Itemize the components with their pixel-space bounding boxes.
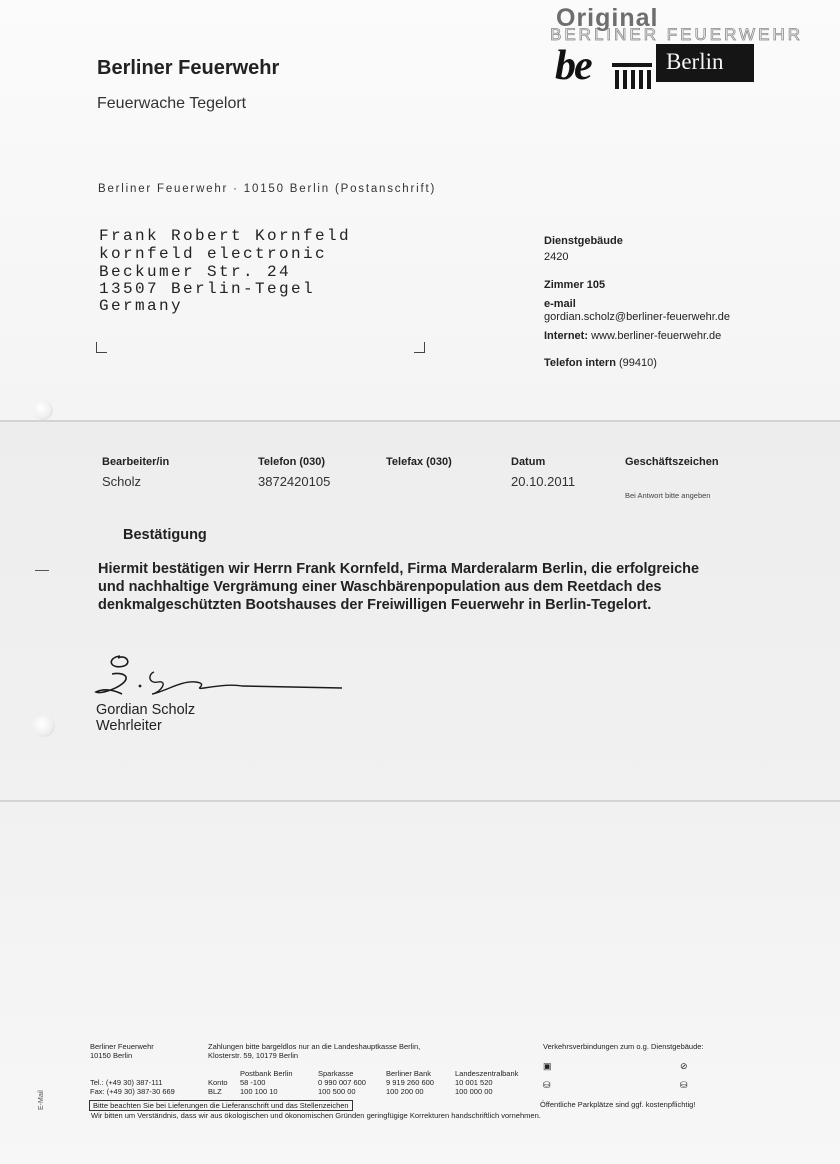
phone-label: Telefon (030) [258,456,326,468]
fold-mark [35,570,49,571]
footer-transport: Verkehrsverbindungen zum o.g. Dienstgebäude: [543,1042,704,1051]
bank-konto: 58 -100 [240,1078,266,1087]
punch-hole [33,715,55,737]
window-corner-mark [414,342,425,353]
footer-tel: Tel.: (+49 30) 387-111 [90,1078,163,1087]
handwritten-signature [92,650,352,710]
footer-org: Berliner Feuerwehr [90,1042,154,1051]
footer-payment: Zahlungen bitte bargeldlos nur an die Landeshauptkasse Berlin, [208,1042,421,1051]
berlin-logo-box [656,44,754,82]
bank-konto: 0 990 007 600 [318,1078,366,1087]
footer-payment-address: Klosterstr. 59, 10179 Berlin [208,1051,299,1060]
signer-name: Gordian Scholz [96,702,196,718]
email-value: gordian.scholz@berliner-feuerwehr.de [544,311,731,323]
phone-intern-label: Telefon intern [544,357,616,369]
bank-blz: 100 000 00 [455,1087,493,1096]
internet-value: www.berliner-feuerwehr.de [591,330,722,342]
clerk-value: Scholz [102,474,142,489]
recipient-line: Frank Robert Kornfeld [99,227,352,245]
building-label: Dienstgebäude [544,235,623,247]
recipient-line: Germany [99,297,184,315]
footer-city: 10150 Berlin [90,1051,133,1060]
berlin-logo-text: Berlin [666,49,724,74]
internet-label: Internet: [544,330,588,342]
subject-heading: Bestätigung [123,527,207,543]
signer-title: Wehrleiter [96,718,162,734]
bank-blz: 100 200 00 [386,1087,424,1096]
station-name: Feuerwache Tegelort [97,95,247,112]
be-logo: be [555,43,591,89]
clerk-label: Bearbeiter/in [102,456,170,468]
body-line: Hiermit bestätigen wir Herrn Frank Kornfeld, Firma Marderalarm Berlin, die erfolgreiche [98,561,700,577]
recipient-line: Beckumer Str. 24 [99,263,292,281]
fax-label: Telefax (030) [386,456,452,468]
body-line: und nachhaltige Vergrämung einer Waschbärenpopulation aus dem Reetdach des [98,579,662,595]
watermark-text: BERLINER FEUERWEHR [550,25,803,44]
footer-blz-label: BLZ [208,1087,222,1096]
building-value: 2420 [544,251,569,263]
tram-icon: ⛁ [543,1080,551,1090]
footer-fax: Fax: (+49 30) 387-30 669 [90,1087,175,1096]
bank-blz: 100 100 10 [240,1087,278,1096]
body-line: denkmalgeschützten Bootshauses der Freiwilligen Feuerwehr in Berlin-Tegelort. [98,597,652,613]
recipient-line: 13507 Berlin-Tegel [99,280,316,298]
sbahn-icon: ⊘ [680,1061,688,1071]
bank-blz: 100 500 00 [318,1087,356,1096]
subway-icon: ▣ [543,1061,552,1071]
file-ref-note: Bei Antwort bitte angeben [625,491,711,500]
bank-name: Landeszentralbank [455,1069,519,1078]
footer-konto-label: Konto [208,1078,228,1087]
bank-konto: 10 001 520 [455,1078,493,1087]
side-tag: E-Mail [38,1090,45,1110]
window-corner-mark [96,342,107,353]
punch-hole [33,400,53,420]
date-value: 20.10.2011 [511,474,576,489]
delivery-note-box: Bitte beachten Sie bei Lieferungen die Lieferanschrift und das Stellenzeichen [89,1100,353,1111]
fold-line [0,420,840,422]
email-label: e-mail [544,298,576,310]
phone-value: 3872420105 [258,474,331,489]
correction-note: Wir bitten um Verständnis, dass wir aus ökologischen und ökonomischen Gründen geringfügige Korrekturen handschriftlich vornehmen. [91,1111,541,1120]
organization-name: Berliner Feuerwehr [97,57,280,79]
phone-intern-value: (99410) [618,357,657,369]
bank-name: Berliner Bank [386,1069,432,1078]
fold-line [0,800,840,802]
bus-icon: ⛁ [680,1080,688,1090]
brandenburg-gate-icon [612,63,652,89]
bank-name: Sparkasse [318,1069,354,1078]
postal-return-line: Berliner Feuerwehr · 10150 Berlin (Postanschrift) [98,183,437,195]
room-number: Zimmer 105 [544,279,606,291]
bank-name: Postbank Berlin [240,1069,293,1078]
date-label: Datum [511,456,546,468]
file-ref-label: Geschäftszeichen [625,456,719,468]
recipient-line: kornfeld electronic [99,245,328,263]
parking-note: Öffentliche Parkplätze sind ggf. kostenpflichtig! [540,1100,696,1109]
bank-konto: 9 919 260 600 [386,1078,434,1087]
original-stamp: Original [556,4,659,32]
